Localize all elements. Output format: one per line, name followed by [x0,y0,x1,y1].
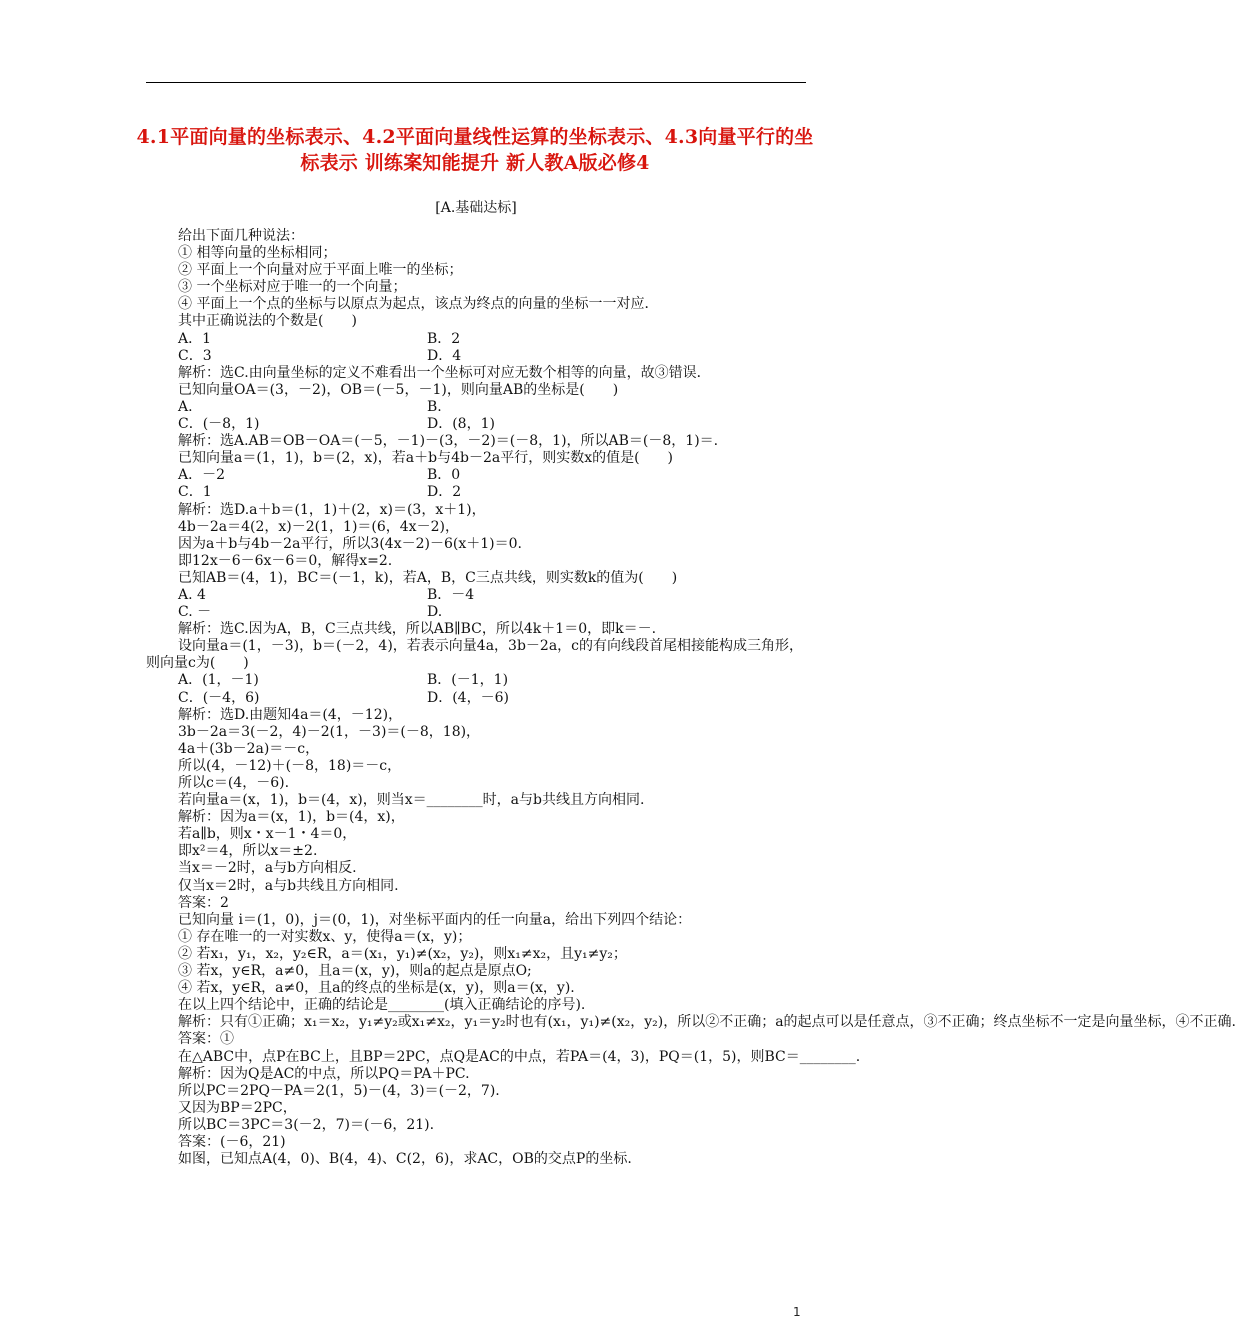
text-line: 3b－2a＝3(－2，4)－2(1，－3)＝(－8，18)， [178,723,481,740]
text-line: ③ 一个坐标对应于唯一的一个向量； [178,279,407,296]
text-line: 已知向量OA＝(3，－2)，OB＝(－5，－1)，则向量AB的坐标是( ) [178,381,619,398]
text-line: 即x²＝4，所以x＝±2. [178,843,318,860]
option-label: A．(1，－1) [178,672,259,689]
text-line: 答案：(－6，21) [178,1133,286,1150]
option-label: D．(8，1) [427,416,495,433]
document-body [146,228,1236,1168]
option-row [146,587,810,604]
text-line: 若a∥b，则x・x－1・4＝0， [178,826,357,843]
text-line: 在以上四个结论中，正确的结论是________(填入正确结论的序号). [178,997,586,1014]
option-label: A. 4 [178,586,206,603]
text-line: ② 若x₁，y₁，x₂，y₂∈R，a＝(x₁，y₁)≠(x₂，y₂)，则x₁≠x₂，且y₁≠y₂； [178,945,627,962]
option-label: C．(－4，6) [178,689,260,706]
text-line: 所以c＝(4，－6). [178,775,290,791]
option-row [146,467,810,484]
text-line: ④ 平面上一个点的坐标与以原点为起点，该点为终点的向量的坐标一一对应． [178,296,659,313]
text-line: 已知向量 i＝(1，0)，j＝(0，1)，对坐标平面内的任一向量a，给出下列四个结论： [178,911,692,928]
text-line: 所以(4，－12)＋(－8，18)＝－c， [178,757,402,774]
page-number: 1 [793,1305,801,1319]
text-line: 已知AB＝(4，1)，BC＝(－1，k)，若A，B，C三点共线，则实数k的值为( ) [178,569,678,586]
option-row [146,690,810,707]
text-line: 4a＋(3b－2a)＝－c， [178,740,320,757]
option-label: A. [178,398,193,415]
text-line: 所以BC＝3PC＝3(－2，7)＝(－6，21). [178,1116,435,1133]
option-row [146,604,810,621]
option-label: B．(－1，1) [427,672,509,689]
text-line: 解析：选C.由向量坐标的定义不难看出一个坐标可对应无数个相等的向量，故③错误． [178,364,711,381]
option-label: C．(－8，1) [178,416,260,433]
text-line: ④ 若x，y∈R，a≠0，且a的终点的坐标是(x，y)，则a＝(x，y). [178,980,575,997]
option-label: C．3 [178,347,212,364]
option-row [146,672,810,689]
text-line: 解析：选D.a＋b＝(1，1)＋(2，x)＝(3，x＋1)， [178,501,486,518]
text-line: 解析：选D.由题知4a＝(4，－12)， [178,706,403,723]
text-line: 解析：因为Q是AC的中点，所以PQ＝PA＋PC. [178,1065,470,1082]
text-line: 解析：选C.因为A，B，C三点共线，所以AB∥BC，所以4k＋1＝0，即k＝－. [178,621,657,638]
text-line: 解析：选A.AB＝OB－OA＝(－5，－1)－(3，－2)＝(－8，1)，所以AB＝(－8，1)＝. [178,433,719,450]
option-label: C. － [178,604,212,621]
option-label: A．1 [178,330,212,347]
text-line: 在△ABC中，点P在BC上，且BP＝2PC，点Q是AC的中点，若PA＝(4，3)，PQ＝(1，5)，则BC＝________. [178,1048,861,1065]
text-line: 设向量a＝(1，－3)，b＝(－2，4)，若表示向量4a，3b－2a，c的有向线段首尾相接能构成三角形，则向量c为( ) [146,638,804,672]
text-line: 答案：① [178,1031,234,1048]
text-line: 解析：因为a＝(x，1)，b＝(4，x)， [178,809,405,826]
text-line: 又因为BP＝2PC， [178,1099,297,1116]
text-line: 因为a＋b与4b－2a平行，所以3(4x－2)－6(x＋1)＝0. [178,535,522,552]
option-label: B．－4 [427,586,475,603]
document-title: 4.1平面向量的坐标表示、4.2平面向量线性运算的坐标表示、4.3向量平行的坐标表示 训练案知能提升 新人教A版必修4 [136,126,814,174]
text-line: 4b－2a＝4(2，x)－2(1，1)＝(6，4x－2)， [178,518,459,535]
text-line: 仅当x＝2时，a与b共线且方向相同. [178,877,399,894]
option-row [146,484,810,501]
text-line: 如图，已知点A(4，0)、B(4，4)、C(2，6)，求AC，OB的交点P的坐标. [178,1151,632,1168]
text-line: ② 平面上一个向量对应于平面上唯一的坐标； [178,262,463,279]
option-label: C．1 [178,484,212,501]
text-line: 其中正确说法的个数是( ) [178,313,357,330]
option-label: D. [427,604,443,621]
option-row [146,399,810,416]
text-line: ① 存在唯一的一对实数x、y，使得a＝(x，y)； [178,928,472,945]
option-label: B. [427,398,442,415]
text-line: 即12x－6－6x－6＝0，解得x=2. [178,552,393,569]
option-row [146,331,810,348]
text-line: 答案：2 [178,894,229,911]
text-line: 已知向量a＝(1，1)，b＝(2，x)，若a＋b与4b－2a平行，则实数x的值是( ) [178,450,674,467]
option-label: B．0 [427,467,461,484]
option-label: D．(4，－6) [427,689,509,706]
option-label: D．2 [427,484,462,501]
text-line: ③ 若x，y∈R，a≠0，且a＝(x，y)，则a的起点是原点O; [178,963,532,980]
option-row [146,416,810,433]
option-label: B．2 [427,330,461,347]
header-rule [146,82,806,83]
text-line: 解析：只有①正确；x₁＝x₂，y₁≠y₂或x₁≠x₂，y₁＝y₂时也有(x₁，y₁)≠(x₂，y₂)，所以②不正确；a的起点可以是任意点，③不正确；终点坐标不一定是向量坐标，④不正确. [178,1014,1236,1031]
text-line: 给出下面几种说法： [178,228,304,244]
option-row [146,348,810,365]
text-line: 当x＝－2时，a与b方向相反. [178,860,357,877]
text-line: 所以PC＝2PQ－PA＝2(1，5)－(4，3)＝(－2，7). [178,1082,500,1099]
option-label: D．4 [427,347,462,364]
section-heading: [A.基础达标] [435,200,517,216]
text-line: ① 相等向量的坐标相同； [178,245,337,262]
text-line: 若向量a＝(x，1)，b＝(4，x)，则当x＝________时，a与b共线且方向相同. [178,792,645,809]
option-label: A．－2 [178,467,226,484]
